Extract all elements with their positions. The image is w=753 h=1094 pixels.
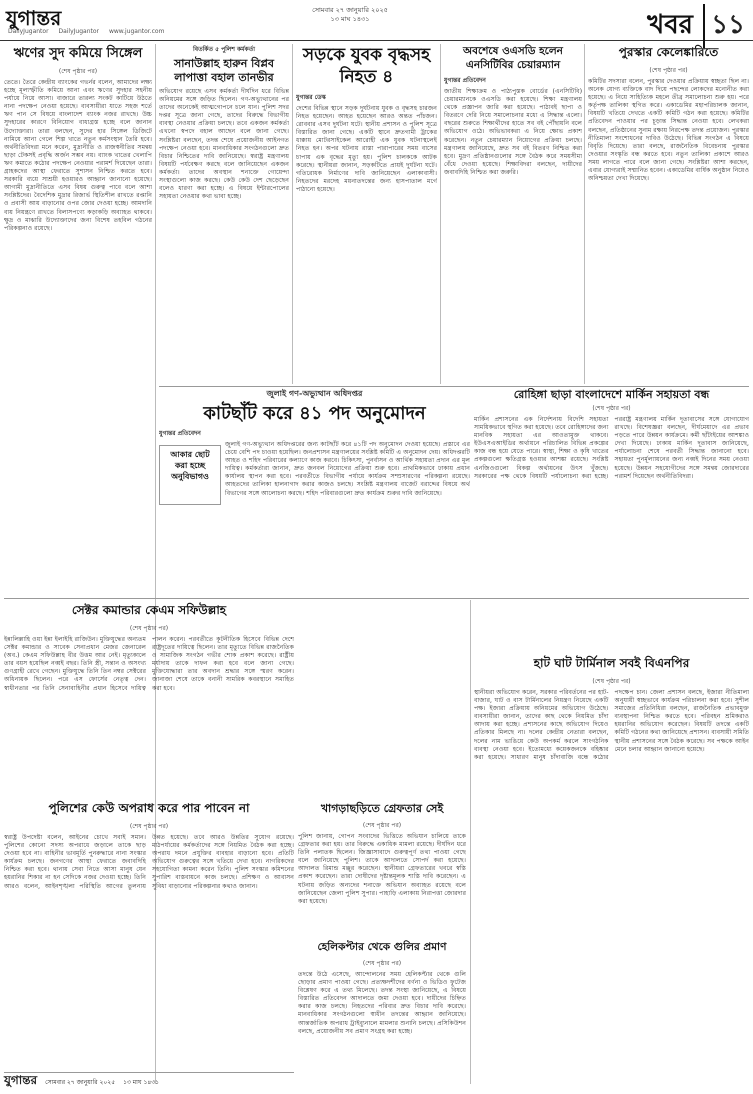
section-name: খবর <box>647 10 693 40</box>
article-award-scandal <box>588 44 749 384</box>
social-links <box>8 28 172 35</box>
dateline <box>250 6 450 24</box>
column-rule <box>584 44 585 384</box>
article-body: মার্কিন প্রশাসনের এক নির্দেশনায় বিদেশি সহায়তা সাময়িকভাবে স্থগিত করা হয়েছে। তবে রোহিঙ্গাদের জন্য মানবিক সহায়তা এর আওতামুক্ত থাকবে। ইউএসএআইডির অর্থায়নে পরিচালিত বিভিন্ন প্রকল্পের কাজ বন্ধ হয়ে যেতে পারে। স্বাস্থ্য, শিক্ষা ও কৃষি খাতের প্রকল্পগুলো ক্ষতিগ্রস্ত হওয়ার আশঙ্কা রয়েছে। সংশ্লিষ্ট এনজিওগুলো বিকল্প অর্থায়নের উৎস খুঁজছে। সরকারের পক্ষ থেকে বিষয়টি পর্যালোচনা করা হচ্ছে। পররাষ্ট্র মন্ত্রণালয় মার্কিন দূতাবাসের সঙ্গে যোগাযোগ রাখছে। বিশেষজ্ঞরা বলছেন, দীর্ঘমেয়াদে এর প্রভাব পড়তে পারে উন্নয়ন কার্যক্রমে। কর্মী ছাঁটাইয়ের আশঙ্কাও দেখা দিয়েছে। ঢাকায় মার্কিন দূতাবাস জানিয়েছে, পর্যালোচনা শেষে পরবর্তী সিদ্ধান্ত জানানো হবে। সহায়তা পুনর্মূল্যায়নের জন্য নব্বই দিনের সময় নেওয়া হয়েছে। উন্নয়ন সহযোগীদের সঙ্গে সমন্বয় জোরদারের পরামর্শ দিয়েছেন অর্থনীতিবিদরা। <box>474 416 749 480</box>
article-sector-commander <box>4 602 294 792</box>
footer <box>4 1072 294 1091</box>
newspaper-logo: যুগান্তর <box>6 6 62 30</box>
sidebar-line: করা হচ্ছে <box>174 460 206 470</box>
sidebar-line: অনুবিভাগও <box>171 471 209 481</box>
article-body: জুলাই গণ-অভ্যুত্থান অধিদপ্তরের জন্য কাটছাঁট করে ৪১টি পদ অনুমোদন দেওয়া হয়েছে। প্রস্তাবে এর চেয়ে বেশি পদ চাওয়া হয়েছিল। জনপ্রশাসন মন্ত্রণালয়ের সংশ্লিষ্ট কমিটি এ অনুমোদন দেয়। অধিদপ্তরটি আহত ও শহিদ পরিবারের কল্যাণে কাজ করবে। চিকিৎসা, পুনর্বাসন ও আর্থিক সহায়তা প্রদান এর মূল দায়িত্ব। কর্মকর্তারা জানান, দ্রুত জনবল নিয়োগের প্রক্রিয়া শুরু হবে। প্রাথমিকভাবে ঢাকায় প্রধান কার্যালয় স্থাপন করা হবে। পরবর্তীতে বিভাগীয় পর্যায়ে কার্যক্রম সম্প্রসারণের পরিকল্পনা রয়েছে। আহতদের তালিকা হালনাগাদ করার কাজও চলছে। সংশ্লিষ্ট মন্ত্রণালয় বাজেট বরাদ্দের বিষয়ে অর্থ বিভাগের সঙ্গে আলোচনা করছে। শহিদ পরিবারগুলো দ্রুত কার্যক্রম শুরুর দাবি জানিয়েছে। <box>225 441 470 497</box>
twitter-handle[interactable]: DailyJugantor <box>58 28 100 35</box>
kicker: জুলাই গণ-অভ্যুত্থান অধিদপ্তর <box>266 389 363 398</box>
reporter: যুগান্তর প্রতিবেদন <box>159 430 201 437</box>
footer-logo: যুগান্তর <box>4 1073 38 1087</box>
article-nctb-chairman <box>444 44 582 384</box>
article-body: তদন্তে উঠে এসেছে, আন্দোলনের সময় হেলিকপ্টার থেকে গুলি ছোড়ার প্রমাণ পাওয়া গেছে। প্রত্যক্ষদর্শীদের বর্ণনা ও ভিডিও ফুটেজ বিশ্লেষণ করে এ তথ্য মিলেছে। তদন্ত সংস্থা জানিয়েছে, এ বিষয়ে বিস্তারিত প্রতিবেদন আদালতে জমা দেওয়া হবে। দায়ীদের চিহ্নিত করার কাজ চলছে। নিহতদের পরিবার দ্রুত বিচার দাবি করেছে। মানবাধিকার সংগঠনগুলো স্বাধীন তদন্তের আহ্বান জানিয়েছে। আন্তর্জাতিক অপরাধ ট্রাইব্যুনালে মামলার শুনানি চলছে। প্রসিকিউশন বলছে, প্রয়োজনীয় সব প্রমাণ সংগ্রহ করা হচ্ছে। <box>298 971 466 1035</box>
continued-label: (শেষ পৃষ্ঠার পর) <box>129 625 169 632</box>
headline[interactable]: হাট ঘাট টার্মিনাল সবই বিএনপির <box>533 656 690 670</box>
row-rule <box>159 386 749 387</box>
article-loan-interest <box>4 44 152 594</box>
column-rule <box>292 44 293 384</box>
footer-date: সোমবার ২৭ জানুয়ারি ২০২৫ <box>45 1078 116 1086</box>
sidebar-line: আকার ছোট <box>170 449 210 459</box>
website-link[interactable]: www.jugantor.com <box>108 28 165 35</box>
column-rule <box>470 600 471 1084</box>
article-road-accident <box>296 44 437 384</box>
article-body: দেশের বিভিন্ন স্থানে সড়ক দুর্ঘটনায় যুবক ও বৃদ্ধসহ চারজন নিহত হয়েছেন। আহত হয়েছেন আরও অন্তত পাঁচজন। রোববার এসব দুর্ঘটনা ঘটে। স্থানীয় প্রশাসন ও পুলিশ সূত্রে বিস্তারিত জানা গেছে। একটি স্থানে দ্রুতগামী ট্রাকের ধাক্কায় মোটরসাইকেল আরোহী এক যুবক ঘটনাস্থলেই নিহত হন। অপর ঘটনায় রাস্তা পারাপারের সময় বাসের চাপায় এক বৃদ্ধের মৃত্যু হয়। পুলিশ চালককে আটক করেছে। স্থানীয়রা জানান, সড়কটিতে প্রায়ই দুর্ঘটনা ঘটে। গতিরোধক নির্মাণের দাবি জানিয়েছেন এলাকাবাসী। নিহতদের মরদেহ ময়নাতদন্তের জন্য হাসপাতাল মর্গে পাঠানো হয়েছে। <box>296 105 437 193</box>
continued-label: (শেষ পৃষ্ঠার পর) <box>129 823 169 830</box>
headline[interactable]: সানাউল্লাহ হারুন বিপ্লব লাপাত্তা বহাল তানভীর <box>173 57 275 84</box>
continued-label: (শেষ পৃষ্ঠার পর) <box>649 67 688 74</box>
article-body: ইন্নালিল্লাহি ওয়া ইন্না ইলাইহি রাজিউন। মুক্তিযুদ্ধের অন্যতম সেক্টর কমান্ডার ও সাবেক সেনাপ্রধান মেজর জেনারেল (অব.) কেএম সফিউল্লাহ বীর উত্তম আর নেই। মৃত্যুকালে তার বয়স হয়েছিল নব্বই বছর। তিনি স্ত্রী, সন্তান ও অসংখ্য গুণগ্রাহী রেখে গেছেন। মুক্তিযুদ্ধে তিনি তিন নম্বর সেক্টরের অধিনায়ক ছিলেন। পরে এস ফোর্সের নেতৃত্ব দেন। স্বাধীনতার পর তিনি সেনাবাহিনীর প্রধান হিসেবে দায়িত্ব পালন করেন। পরবর্তীতে কূটনীতিক হিসেবে বিভিন্ন দেশে রাষ্ট্রদূতের দায়িত্বে ছিলেন। তার মৃত্যুতে বিভিন্ন রাজনৈতিক ও সামাজিক সংগঠন গভীর শোক প্রকাশ করেছে। রাষ্ট্রীয় মর্যাদায় তাকে দাফন করা হবে বলে জানা গেছে। মুক্তিযোদ্ধারা তার অবদান শ্রদ্ধার সঙ্গে স্মরণ করেন। জানাজা শেষে তাকে বনানী সামরিক কবরস্থানে সমাহিত করা হবে। <box>4 636 294 692</box>
kicker: বিতর্কিত ৫ পুলিশ কর্মকর্তা <box>193 46 255 53</box>
headline[interactable]: পুরস্কার কেলেঙ্কারিতে <box>618 45 719 59</box>
headline[interactable]: খাগড়াছড়িতে গ্রেফতার সেই <box>320 802 444 815</box>
article-helicopter-shooting <box>298 940 466 1085</box>
headline[interactable]: ঋণের সুদ কমিয়ে সিঙ্গেল <box>13 46 143 61</box>
article-body: স্থানীয়রা অভিযোগ করেন, সরকার পরিবর্তনের পর হাট-বাজার, ঘাট ও বাস টার্মিনালের নিয়ন্ত্রণ নিয়েছে একটি পক্ষ। ইজারা প্রক্রিয়ায় অনিয়মের অভিযোগ উঠেছে। ব্যবসায়ীরা জানান, তাদের কাছ থেকে নিয়মিত চাঁদা আদায় করা হচ্ছে। প্রশাসনের কাছে অভিযোগ দিয়েও প্রতিকার মিলছে না। দলের কেন্দ্রীয় নেতারা বলছেন, দলের নাম ভাঙিয়ে কেউ অপকর্ম করলে সাংগঠনিক ব্যবস্থা নেওয়া হবে। ইতোমধ্যে কয়েকজনকে বহিষ্কার করা হয়েছে। সাধারণ মানুষ চাঁদাবাজি বন্ধে কঠোর পদক্ষেপ চান। জেলা প্রশাসন বলছে, ইজারা নীতিমালা অনুযায়ী স্বচ্ছভাবে কার্যক্রম পরিচালনা করা হবে। সুশীল সমাজের প্রতিনিধিরা বলছেন, রাজনৈতিক প্রভাবমুক্ত ব্যবস্থাপনা নিশ্চিত করতে হবে। পরিবহন শ্রমিকরাও হয়রানির অভিযোগ করেছেন। বিষয়টি তদন্তে একটি কমিটি গঠনের কথা জানিয়েছে প্রশাসন। ব্যবসায়ী সমিতি স্থানীয় প্রশাসনের সঙ্গে বৈঠক করেছে। সব পক্ষকে আইন মেনে চলার আহ্বান জানানো হয়েছে। <box>474 689 749 761</box>
continued-label: (শেষ পৃষ্ঠার পর) <box>362 822 402 829</box>
headline[interactable]: সড়কে যুবক বৃদ্ধসহ নিহত ৪ <box>302 45 431 87</box>
article-body: অভিযোগ রয়েছে এসব কর্মকর্তা দীর্ঘদিন ধরে বিভিন্ন অনিয়মের সঙ্গে জড়িত ছিলেন। গণ-অভ্যুত্থানের পর তাদের অনেকেই আত্মগোপনে চলে যান। পুলিশ সদর দপ্তর সূত্রে জানা গেছে, তাদের বিরুদ্ধে বিভাগীয় ব্যবস্থা নেওয়ার প্রক্রিয়া চলছে। তবে একজন কর্মকর্তা এখনো স্বপদে বহাল আছেন বলে জানা গেছে। সংশ্লিষ্টরা বলছেন, তদন্ত শেষে প্রয়োজনীয় আইনগত পদক্ষেপ নেওয়া হবে। মানবাধিকার সংগঠনগুলো দ্রুত বিচার নিশ্চিতের দাবি জানিয়েছে। স্বরাষ্ট্র মন্ত্রণালয় বিষয়টি পর্যবেক্ষণ করছে বলে জানিয়েছেন একজন কর্মকর্তা। তাদের অবস্থান শনাক্তে গোয়েন্দা সংস্থাগুলো কাজ করছে। কেউ কেউ দেশ ছেড়েছেন বলেও ধারণা করা হচ্ছে। এ বিষয়ে ইন্টারপোলের সহায়তা নেওয়ার কথা ভাবা হচ্ছে। <box>159 88 289 201</box>
facebook-handle[interactable]: DailyJugantor <box>8 28 49 35</box>
headline[interactable]: রোহিঙ্গা ছাড়া বাংলাদেশে মার্কিন সহায়তা বন্ধ <box>513 388 710 401</box>
article-body: পুলিশ জানায়, গোপন সংবাদের ভিত্তিতে অভিযান চালিয়ে তাকে গ্রেফতার করা হয়। তার বিরুদ্ধে একাধিক মামলা রয়েছে। দীর্ঘদিন ধরে তিনি পলাতক ছিলেন। জিজ্ঞাসাবাদে গুরুত্বপূর্ণ তথ্য পাওয়া গেছে বলে জানিয়েছে পুলিশ। তাকে আদালতে সোপর্দ করা হয়েছে। আদালত রিমান্ড মঞ্জুর করেছেন। স্থানীয়রা গ্রেফতারের খবরে স্বস্তি প্রকাশ করেছেন। তারা দোষীদের দৃষ্টান্তমূলক শাস্তি দাবি করেছেন। এ ঘটনায় জড়িত অন্যদের শনাক্তে অভিযান অব্যাহত রয়েছে বলে জানিয়েছেন জেলা পুলিশ সুপার। পাহাড়ি এলাকায় নিরাপত্তা জোরদার করা হয়েছে। <box>298 833 466 905</box>
article-police-officers <box>159 44 289 384</box>
sidebar-box <box>159 445 221 505</box>
continued-label: (শেষ পৃষ্ঠার পর) <box>58 68 98 75</box>
headline[interactable]: সেক্টর কমান্ডার কেএম সফিউল্লাহ <box>71 603 227 617</box>
date-bangla: ১৩ মাঘ ১৪৩১ <box>330 15 370 23</box>
headline[interactable]: পুলিশের কেউ অপরাধ করে পার পাবেন না <box>48 801 250 815</box>
page-number: ১১ <box>703 4 745 48</box>
article-haat-ghat <box>474 655 749 1085</box>
column-rule <box>155 44 156 1084</box>
continued-label: (শেষ পৃষ্ঠার পর) <box>592 405 631 412</box>
continued-label: (শেষ পৃষ্ঠার পর) <box>362 960 402 967</box>
article-july-directorate <box>159 388 470 598</box>
row-rule <box>4 598 749 599</box>
headline[interactable]: হেলিকপ্টার থেকে গুলির প্রমাণ <box>317 941 447 953</box>
footer-date-bangla: ১৩ মাঘ ১৪৩১ <box>123 1078 160 1086</box>
continued-label: (শেষ পৃষ্ঠার পর) <box>592 678 631 685</box>
reporter: যুগান্তর প্রতিবেদন <box>444 77 486 84</box>
article-body: তেতে। তৈরে কেন্দ্রীয় ব্যাংকের গভর্নর বলেন, আমাদের লক্ষ্য হচ্ছে মূল্যস্ফীতি কমিয়ে আনা এবং ঋণের সুদহার সহনীয় পর্যায়ে নিয়ে আসা। বাজারে তারল্য সংকট কাটিয়ে উঠতে নানা পদক্ষেপ নেওয়া হয়েছে। ব্যবসায়ীরা যাতে সহজ শর্তে ঋণ পান সে বিষয়ে বাংলাদেশ ব্যাংক নজর রাখছে। উচ্চ সুদহারের কারণে বিনিয়োগ বাধাগ্রস্ত হচ্ছে বলে জানান উদ্যোক্তারা। তারা বলছেন, সুদের হার সিঙ্গেল ডিজিটে নামিয়ে আনা গেলে শিল্প খাতে নতুন কর্মসংস্থান তৈরি হবে। অর্থনীতিবিদরা মনে করেন, মুদ্রানীতি ও রাজস্বনীতির সমন্বয় ছাড়া টেকসই প্রবৃদ্ধি অর্জন সম্ভব নয়। ব্যাংক খাতের খেলাপি ঋণ কমাতে কঠোর পদক্ষেপ নেওয়ার পরামর্শ দিয়েছেন তারা। গ্রাহকদের আস্থা ফেরাতে সুশাসন নিশ্চিত করতে হবে। সরকারি ব্যয়ে সাশ্রয়ী হওয়ারও আহ্বান জানানো হয়েছে। আগামী মুদ্রানীতিতে এসব বিষয় গুরুত্ব পাবে বলে আশা সংশ্লিষ্টদের। বৈদেশিক মুদ্রার রিজার্ভ স্থিতিশীল রাখতে রপ্তানি ও প্রবাসী আয় বাড়ানোর ওপর জোর দেওয়া হচ্ছে। আমদানি ব্যয় নিয়ন্ত্রণে রাখতে বিলাসপণ্যে কড়াকড়ি অব্যাহত থাকবে। ক্ষুদ্র ও মাঝারি উদ্যোক্তাদের জন্য বিশেষ তহবিল গঠনের পরিকল্পনাও রয়েছে। <box>4 79 152 232</box>
article-khagrachhari-arrest <box>298 800 466 935</box>
article-body: স্বরাষ্ট্র উপদেষ্টা বলেন, আইনের চোখে সবাই সমান। পুলিশের কোনো সদস্য অপরাধে জড়ালে তাকে ছাড় দেওয়া হবে না। বাহিনীর ভাবমূর্তি পুনরুদ্ধারে নানা সংস্কার কার্যক্রম চলছে। জনগণের আস্থা ফেরাতে জবাবদিহি নিশ্চিত করা হবে। থানায় সেবা নিতে আসা মানুষ যেন হয়রানির শিকার না হন সেদিকে নজর দেওয়া হচ্ছে। তিনি আরও বলেন, আইনশৃঙ্খলা পরিস্থিতি আগের তুলনায় উন্নত হয়েছে। তবে আরও উন্নতির সুযোগ রয়েছে। মাঠপর্যায়ের কর্মকর্তাদের সঙ্গে নিয়মিত বৈঠক করা হচ্ছে। অপরাধ দমনে প্রযুক্তির ব্যবহার বাড়ানো হবে। প্রতিটি অভিযোগ গুরুত্বের সঙ্গে খতিয়ে দেখা হবে। নাগরিকদের সহযোগিতা কামনা করেন তিনি। পুলিশ সংস্কার কমিশনের সুপারিশ বাস্তবায়নে কাজ চলছে। প্রশিক্ষণ ও আবাসন সুবিধা বাড়ানোর পরিকল্পনার কথাও জানান। <box>4 834 294 890</box>
headline[interactable]: কাটছাঁট করে ৪১ পদ অনুমোদন <box>203 403 426 424</box>
column-rule <box>440 44 441 384</box>
article-police-no-impunity <box>4 800 294 928</box>
date-gregorian: সোমবার ২৭ জানুয়ারি ২০২৫ <box>312 6 388 14</box>
headline[interactable]: অবশেষে ওএসডি হলেন এনসিটিবির চেয়ারম্যান <box>463 45 563 71</box>
reporter: যুগান্তর ডেস্ক <box>296 94 326 101</box>
masthead <box>0 0 753 41</box>
article-us-aid <box>474 388 749 598</box>
article-body: কমিটির সদস্যরা বলেন, পুরস্কার দেওয়ার প্রক্রিয়ায় স্বচ্ছতা ছিল না। অনেক যোগ্য ব্যক্তিকে বাদ দিয়ে পছন্দের লোকদের মনোনীত করা হয়েছে। এ নিয়ে সাহিত্যিক মহলে তীব্র সমালোচনা শুরু হয়। পরে কর্তৃপক্ষ তালিকা স্থগিত করে। একাডেমির মহাপরিচালক জানান, বিষয়টি খতিয়ে দেখতে একটি কমিটি গঠন করা হয়েছে। কমিটির প্রতিবেদন পাওয়ার পর চূড়ান্ত সিদ্ধান্ত নেওয়া হবে। লেখকরা বলছেন, প্রতিষ্ঠানের সুনাম রক্ষায় নিরপেক্ষ তদন্ত প্রয়োজন। পুরস্কার নীতিমালা সংশোধনের দাবিও উঠেছে। বিভিন্ন সংগঠন এ বিষয়ে বিবৃতি দিয়েছে। তারা বলছে, রাজনৈতিক বিবেচনায় পুরস্কার দেওয়ার সংস্কৃতি বন্ধ করতে হবে। নতুন তালিকা প্রকাশে আরও সময় লাগতে পারে বলে জানা গেছে। সংশ্লিষ্টরা আশা করছেন, এবার যোগ্যরাই সম্মানিত হবেন। একাডেমির বার্ষিক অনুষ্ঠান নিয়েও অনিশ্চয়তা দেখা দিয়েছে। <box>588 78 749 183</box>
article-body: জাতীয় শিক্ষাক্রম ও পাঠ্যপুস্তক বোর্ডের (এনসিটিবি) চেয়ারম্যানকে ওএসডি করা হয়েছে। শিক্ষা মন্ত্রণালয় থেকে প্রজ্ঞাপন জারি করা হয়েছে। পাঠ্যবই ছাপা ও বিতরণে দেরি নিয়ে সমালোচনার মধ্যে এ সিদ্ধান্ত এলো। বছরের শুরুতে শিক্ষার্থীদের হাতে সব বই পৌঁছায়নি বলে অভিযোগ ওঠে। অভিভাবকরা এ নিয়ে ক্ষোভ প্রকাশ করেছেন। নতুন চেয়ারম্যান নিয়োগের প্রক্রিয়া চলছে। মন্ত্রণালয় জানিয়েছে, দ্রুত সব বই বিতরণ নিশ্চিত করা হবে। মুদ্রণ প্রতিষ্ঠানগুলোর সঙ্গে বৈঠক করে সময়সীমা বেঁধে দেওয়া হয়েছে। শিক্ষাবিদরা বলছেন, দায়ীদের জবাবদিহি নিশ্চিত করা জরুরি। <box>444 88 582 176</box>
